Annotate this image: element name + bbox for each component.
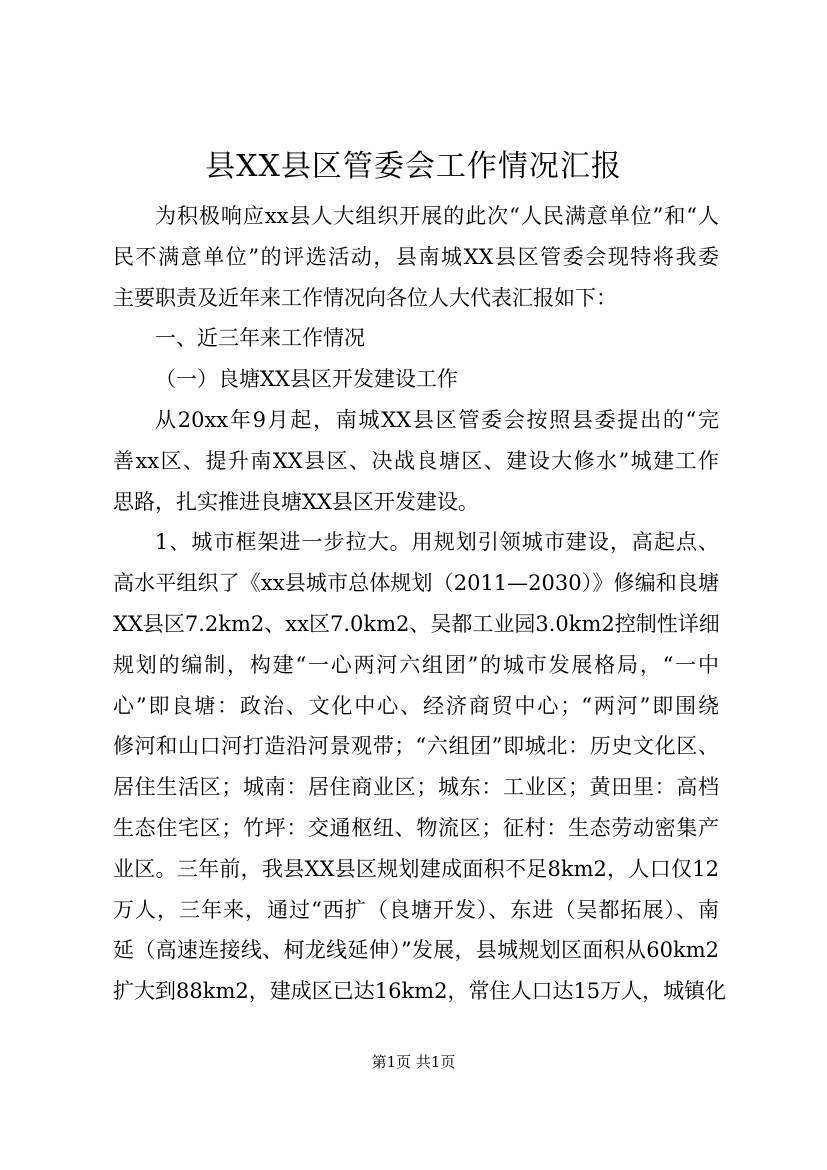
text-line: 万人，三年来，通过“西扩（良塘开发）、东进（吴都拓展）、南 xyxy=(113,897,719,922)
page-footer: 第1页 共1页 xyxy=(371,1053,456,1071)
text-line: 修河和山口河打造沿河景观带；“六组团”即城北：历史文化区、 xyxy=(113,734,719,759)
text-line: 从20xx年9月起，南城XX县区管委会按照县委提出的“完 xyxy=(155,407,719,432)
text-line: 生态住宅区；竹坪：交通枢纽、物流区；征村：生态劳动密集产 xyxy=(113,815,719,840)
subsection-heading: （一）良塘XX县区开发建设工作 xyxy=(155,367,458,392)
text-line: 业区。三年前，我县XX县区规划建成面积不足8km2，人口仅12 xyxy=(113,856,719,881)
document-title: 县XX县区管委会工作情况汇报 xyxy=(205,149,622,184)
text-line: 民不满意单位”的评选活动，县南城XX县区管委会现特将我委 xyxy=(113,244,719,269)
document-body xyxy=(113,196,727,1012)
section-heading: 一、近三年来工作情况 xyxy=(155,326,365,351)
text-line: 高水平组织了《xx县城市总体规划（2011—2030）》修编和良塘 xyxy=(113,571,719,596)
text-line: 为积极响应xx县人大组织开展的此次“人民满意单位”和“人 xyxy=(155,204,719,228)
text-line: 善xx区、提升南XX县区、决战良塘区、建设大修水”城建工作 xyxy=(113,448,719,473)
text-line: 扩大到88km2，建成区已达16km2，常住人口达15万人，城镇化 xyxy=(113,979,727,1004)
text-line: 居住生活区；城南：居住商业区；城东：工业区；黄田里：高档 xyxy=(113,775,719,800)
text-line: 主要职责及近年来工作情况向各位人大代表汇报如下： xyxy=(113,285,617,310)
text-line: 1、城市框架进一步拉大。用规划引领城市建设，高起点、 xyxy=(155,530,719,555)
text-line: 思路，扎实推进良塘XX县区开发建设。 xyxy=(113,489,479,514)
text-line: 心”即良塘：政治、文化中心、经济商贸中心；“两河”即围绕 xyxy=(113,693,719,718)
text-line: 规划的编制，构建“一心两河六组团”的城市发展格局，“一中 xyxy=(113,652,719,677)
text-line: 延（高速连接线、柯龙线延伸）”发展，县城规划区面积从60km2 xyxy=(113,938,719,963)
text-line: XX县区7.2km2、xx区7.0km2、吴都工业园3.0km2控制性详细 xyxy=(113,611,720,636)
